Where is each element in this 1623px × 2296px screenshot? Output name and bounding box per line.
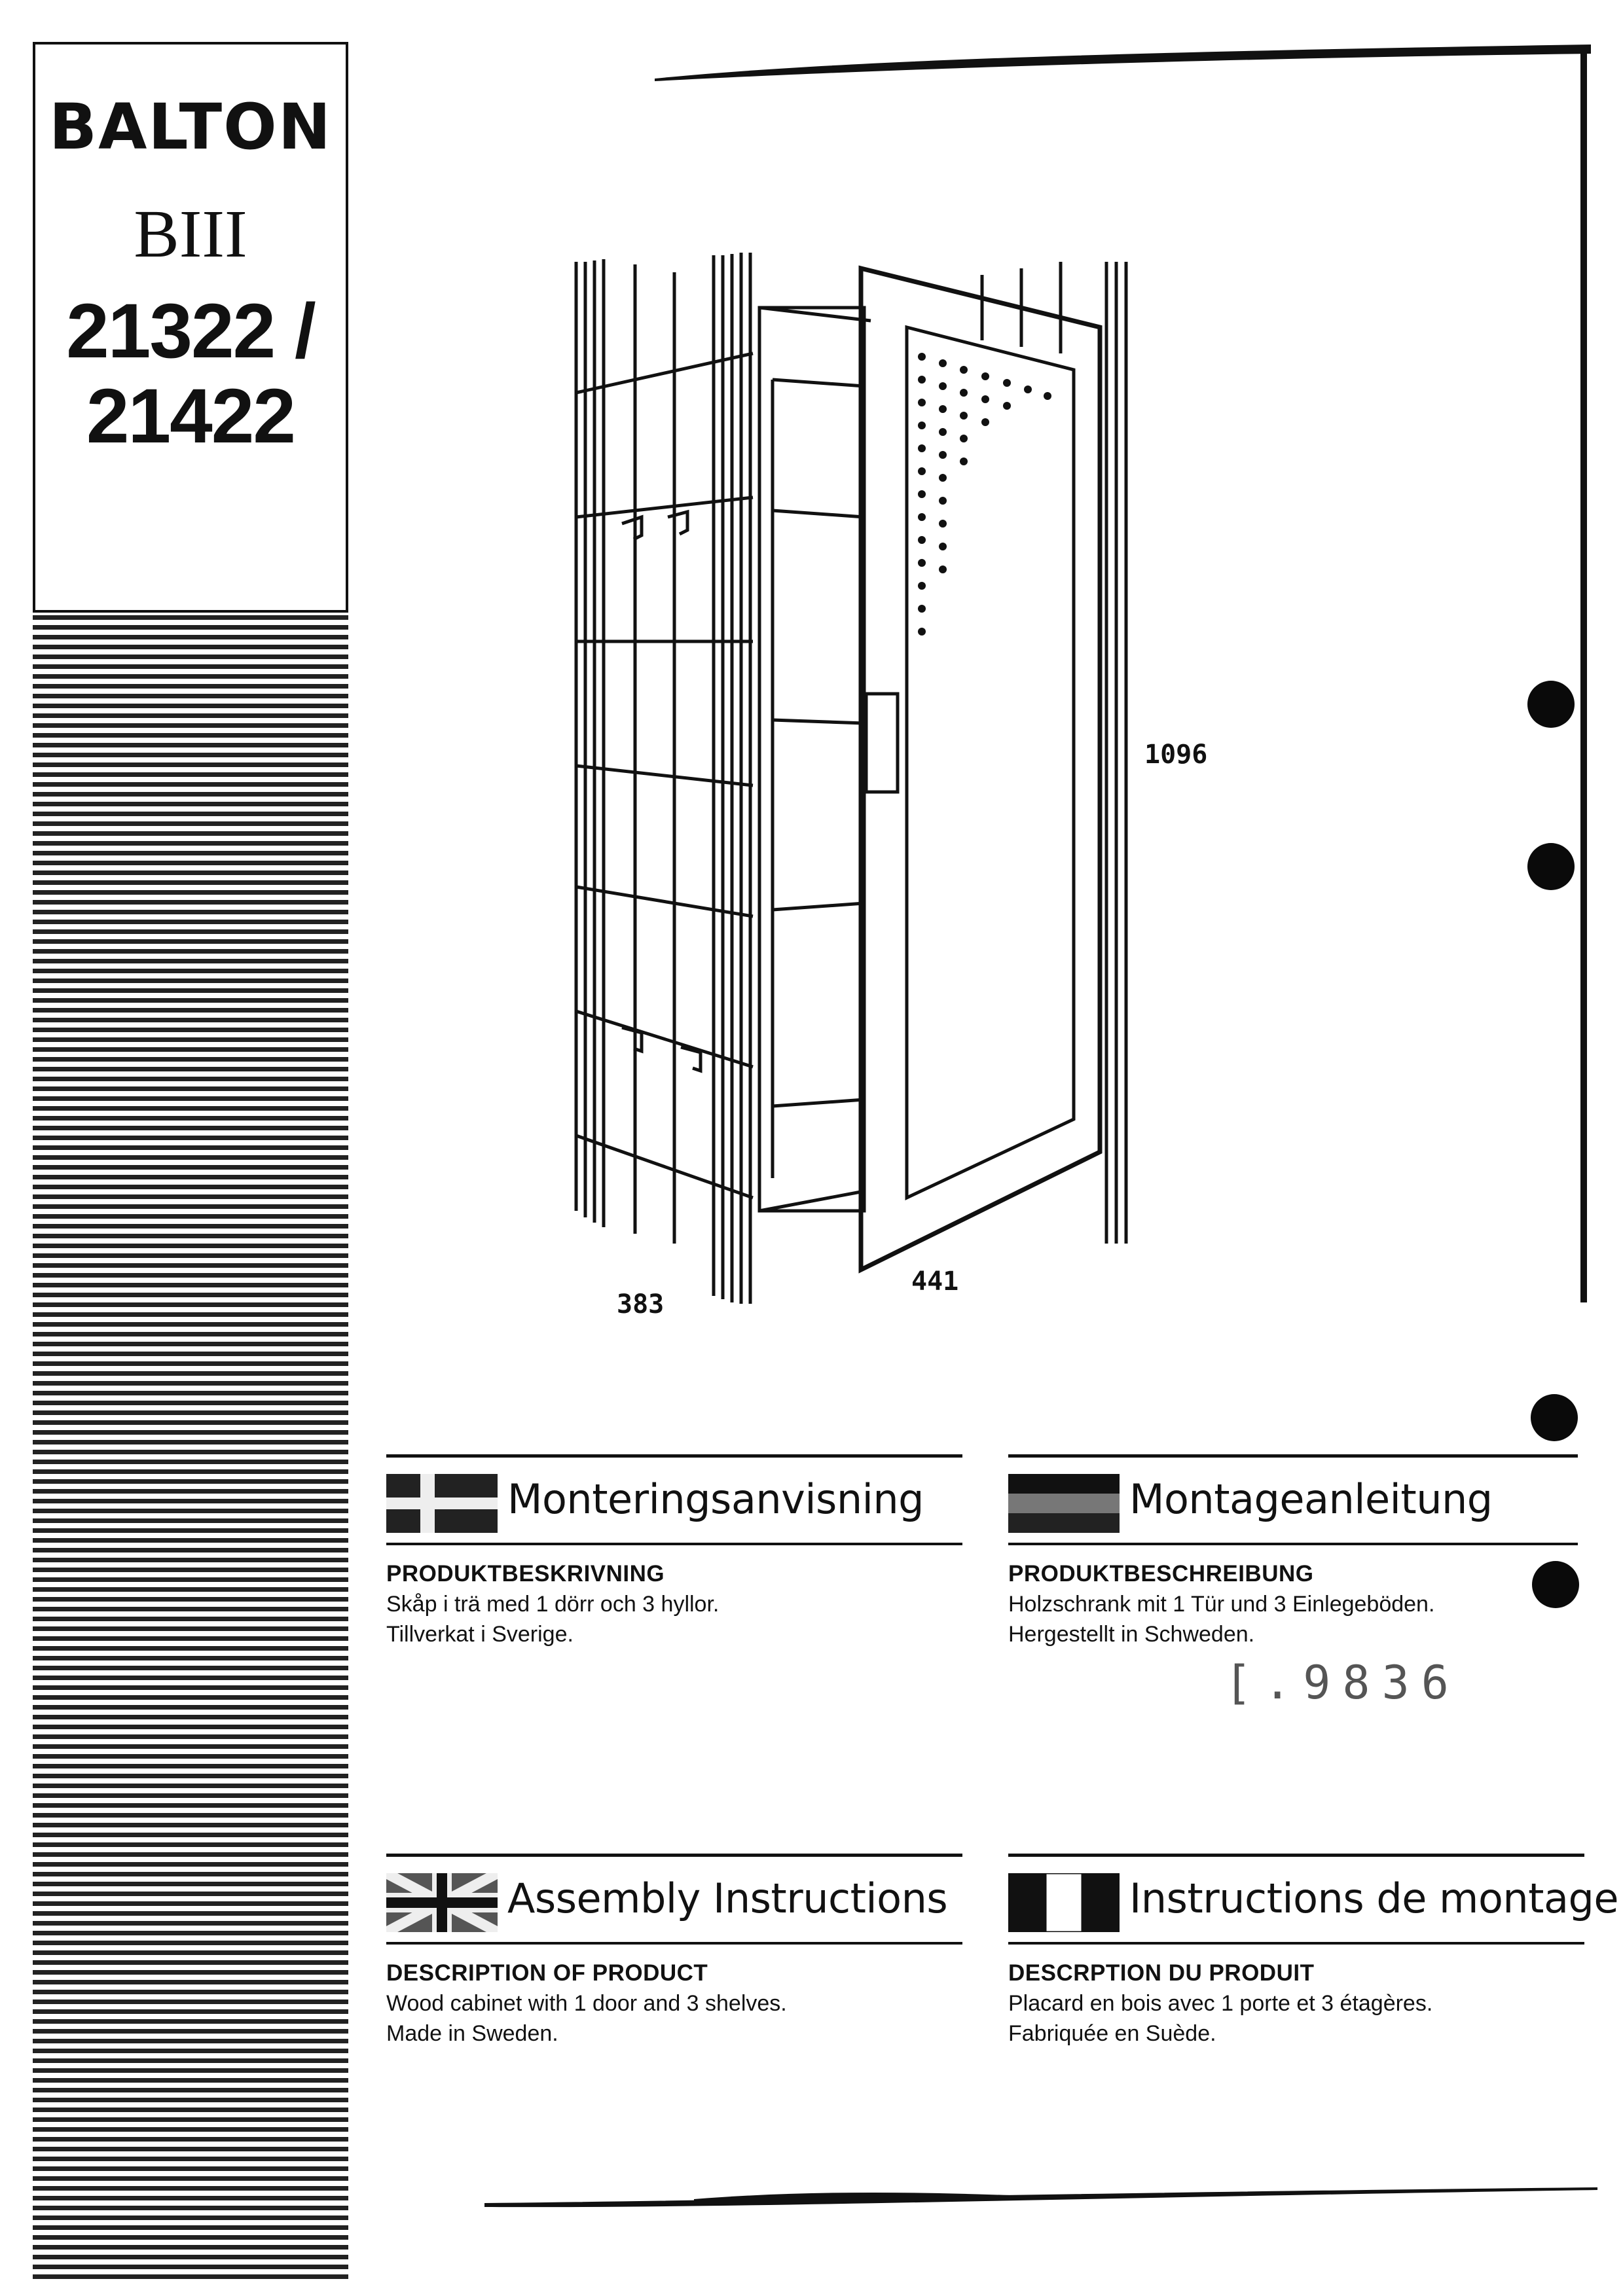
model-number-secondary: 21422	[86, 373, 295, 459]
model-number-primary: 21322 /	[66, 288, 315, 374]
flag-uk-icon	[386, 1873, 498, 1932]
section-rule	[386, 1454, 962, 1458]
section-rule	[1008, 1543, 1578, 1545]
flag-france-icon	[1008, 1873, 1120, 1932]
product-description-heading: DESCRIPTION OF PRODUCT	[386, 1960, 708, 1986]
right-edge-line	[1578, 46, 1591, 1302]
binder-hole	[1531, 1394, 1578, 1441]
binder-hole	[1532, 1561, 1579, 1608]
top-swoosh	[655, 39, 1591, 92]
section-rule	[1008, 1854, 1584, 1857]
product-description-heading: PRODUKTBESKRIVNING	[386, 1561, 665, 1587]
product-description-line: Holzschrank mit 1 Tür und 3 Einlegeböden.	[1008, 1592, 1435, 1617]
bottom-swoosh	[484, 2173, 1597, 2225]
dimension-height: 1096	[1144, 740, 1208, 770]
striped-band	[33, 615, 348, 2284]
binder-hole	[1527, 843, 1575, 890]
section-body	[386, 1958, 787, 2049]
product-origin-line: Fabriquée en Suède.	[1008, 2021, 1216, 2046]
section-title: Montageanleitung	[1129, 1475, 1493, 1523]
section-rule	[386, 1854, 962, 1857]
product-origin-line: Made in Sweden.	[386, 2021, 558, 2046]
product-origin-line: Tillverkat i Sverige.	[386, 1622, 574, 1647]
product-description-heading: DESCRPTION DU PRODUIT	[1008, 1960, 1315, 1986]
brand-box	[33, 42, 348, 613]
product-description-line: Skåp i trä med 1 dörr och 3 hyllor.	[386, 1592, 720, 1617]
series-name: BIII	[134, 196, 247, 272]
brand-logo: BALTON	[48, 90, 333, 164]
dimension-width: 441	[911, 1266, 959, 1297]
product-description-line: Placard en bois avec 1 porte et 3 étagères.	[1008, 1991, 1433, 2016]
flag-sweden-icon	[386, 1474, 498, 1533]
section-title: Monteringsanvisning	[507, 1475, 924, 1523]
section-rule	[1008, 1942, 1584, 1945]
section-body	[386, 1559, 719, 1649]
section-rule	[1008, 1454, 1578, 1458]
section-title: Assembly Instructions	[507, 1874, 948, 1922]
product-origin-line: Hergestellt in Schweden.	[1008, 1622, 1255, 1647]
section-rule	[386, 1942, 962, 1945]
section-body	[1008, 1559, 1434, 1649]
section-title: Instructions de montage	[1129, 1874, 1618, 1922]
flag-germany-icon	[1008, 1474, 1120, 1533]
dimension-depth: 383	[617, 1289, 665, 1319]
cabinet-illustration	[563, 249, 1139, 1322]
product-description-line: Wood cabinet with 1 door and 3 shelves.	[386, 1991, 787, 2016]
section-rule	[386, 1543, 962, 1545]
section-body	[1008, 1958, 1432, 2049]
product-description-heading: PRODUKTBESCHREIBUNG	[1008, 1561, 1314, 1587]
handwritten-number: [.9836	[1224, 1656, 1461, 1710]
binder-hole	[1527, 681, 1575, 728]
